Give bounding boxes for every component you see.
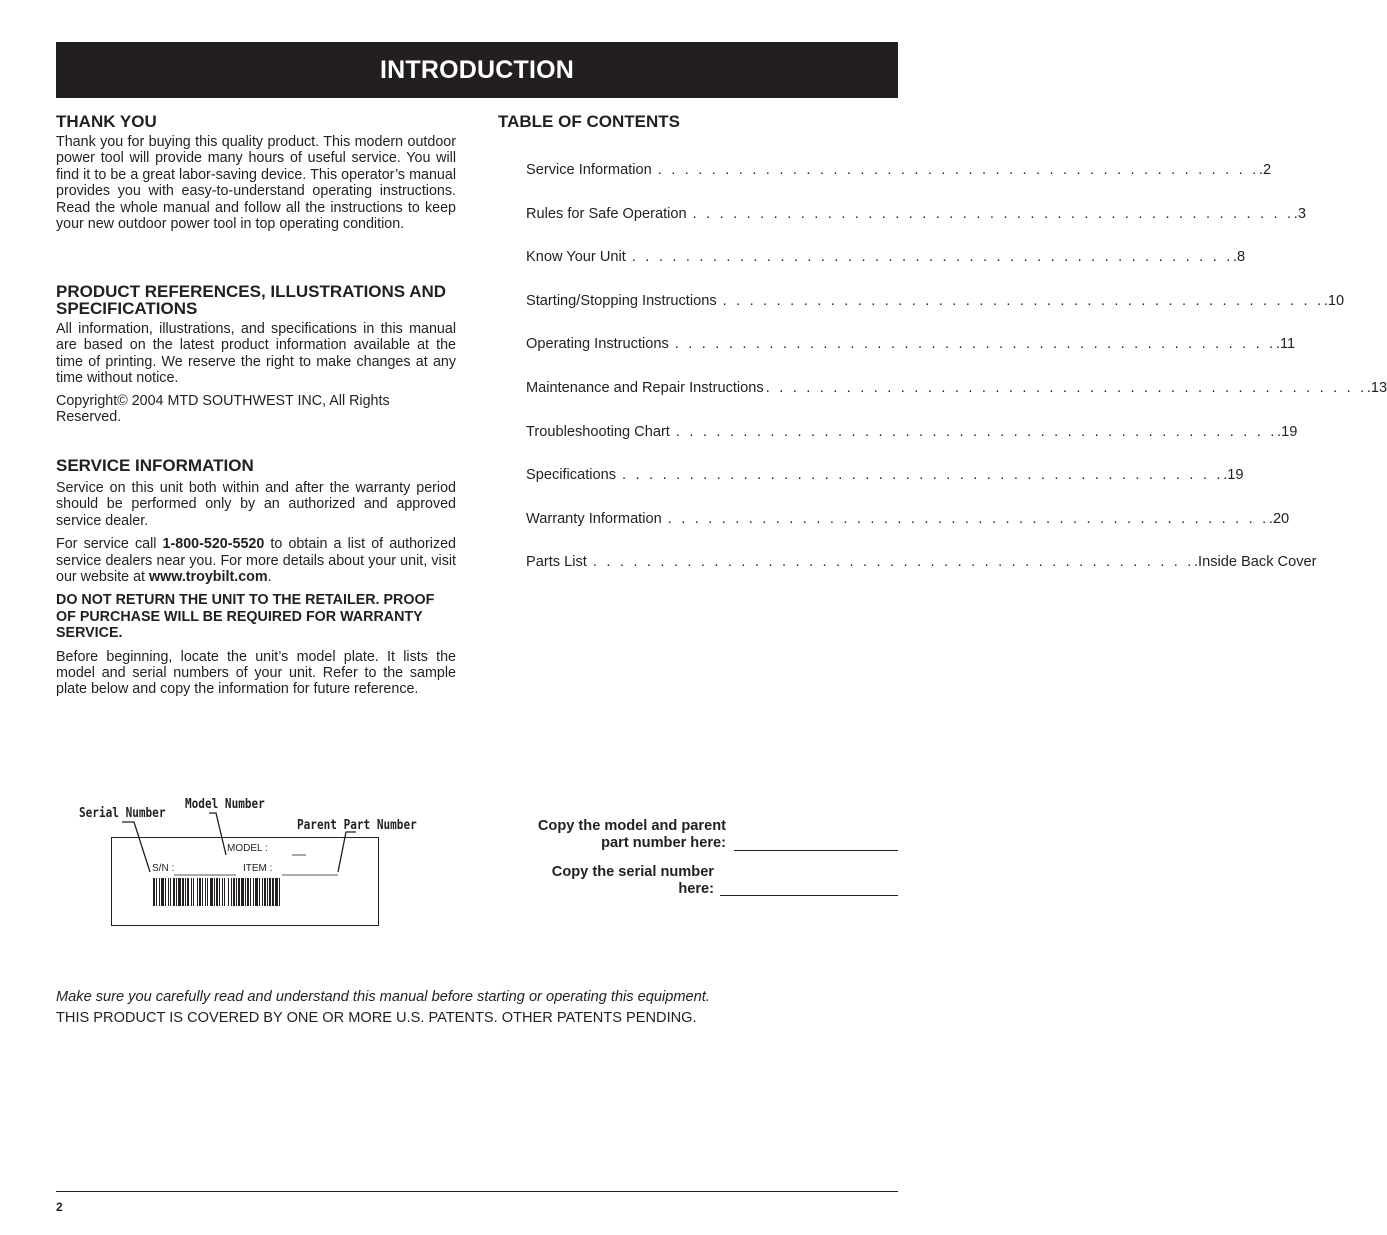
toc-item[interactable] [526, 205, 1306, 249]
barcode-bar [197, 878, 198, 906]
read-manual-note: Make sure you carefully read and understand this manual before starting or operating this equipment. [56, 989, 710, 1005]
barcode-bar [178, 878, 181, 906]
barcode-bar [173, 878, 175, 906]
barcode-bar [205, 878, 206, 906]
toc-item[interactable] [526, 466, 1244, 510]
barcode-bar [272, 878, 274, 906]
barcode-bar [202, 878, 203, 906]
toc-item[interactable] [526, 423, 1298, 467]
barcode-bar [259, 878, 260, 906]
model-number-blank[interactable] [734, 850, 898, 851]
barcode-bar [219, 878, 220, 906]
toc-leader: . . . . . . . . . . . . . . . . . . . . . . . . . . . . . . . . . . . . . . . . . . . . . [667, 510, 1269, 527]
barcode-bar [247, 878, 249, 906]
serial-number-blank[interactable] [720, 895, 898, 896]
barcode-bar [159, 878, 160, 906]
barcode-bar [267, 878, 268, 906]
barcode-bar [170, 878, 171, 906]
barcode-bar [185, 878, 186, 906]
service-phone: 1-800-520-5520 [162, 536, 265, 553]
serial-number-callout: Serial Number [79, 806, 166, 821]
barcode-bar [176, 878, 177, 906]
service-call-text: For service call [56, 536, 163, 553]
model-field-label: MODEL : [227, 843, 268, 854]
toc-item[interactable] [526, 161, 1272, 205]
toc-item[interactable] [526, 379, 1387, 423]
service-information-section [56, 457, 456, 698]
barcode-bar [191, 878, 192, 906]
toc-item[interactable] [526, 553, 1317, 597]
toc-leader: . . . . . . . . . . . . . . . . . . . . . . . . . . . . . . . . . . . . . . . . . . . . . [674, 336, 1276, 353]
toc-leader: . . . . . . . . . . . . . . . . . . . . . . . . . . . . . . . . . . . . . . . . . . . . . [675, 423, 1278, 440]
barcode-bar [156, 878, 157, 906]
model-copy-label [466, 818, 726, 851]
table-of-contents [526, 161, 1387, 597]
toc-item[interactable] [526, 510, 1290, 554]
toc-item-label: Know Your Unit [526, 249, 626, 266]
barcode-bar [238, 878, 240, 906]
barcode [153, 878, 280, 906]
toc-leader: . . . . . . . . . . . . . . . . . . . . . . . . . . . . . . . . . . . . . . . . . . . . . [692, 205, 1294, 222]
barcode-bar [187, 878, 189, 906]
product-references-heading: PRODUCT REFERENCES, ILLUSTRATIONS AND SPECIFICATIONS [56, 282, 447, 318]
toc-item-page: .3 [1293, 205, 1306, 222]
barcode-bar [207, 878, 208, 906]
toc-item-label: Operating Instructions [526, 336, 669, 353]
page-banner [56, 42, 898, 98]
service-paragraph-1: Service on this unit both within and after the warranty period should be performed only by an authorized and approved service dealer. [56, 480, 456, 529]
barcode-bar [216, 878, 218, 906]
toc-item-page: .11 [1275, 336, 1296, 353]
service-dealers-text: to obtain a list of authorized service dealers near you. For more details about your unit, visit our website at [56, 536, 456, 586]
toc-item-label: Maintenance and Repair Instructions [526, 379, 764, 396]
barcode-bar [222, 878, 223, 906]
serial-copy-line2: here: [678, 880, 714, 897]
toc-item-label: Rules for Safe Operation [526, 205, 687, 222]
toc-item-page: .10 [1323, 292, 1345, 309]
barcode-bar [153, 878, 155, 906]
sample-model-plate [76, 795, 426, 935]
toc-item-page: .19 [1277, 423, 1298, 440]
toc-item-label: Specifications [526, 467, 617, 484]
barcode-bar [182, 878, 184, 906]
toc-leader: . . . . . . . . . . . . . . . . . . . . . . . . . . . . . . . . . . . . . . . . . . . . . [765, 379, 1367, 396]
model-number-callout: Model Number [185, 797, 265, 812]
barcode-bar [168, 878, 169, 906]
sn-field-label: S/N : [152, 863, 175, 874]
toc-item-label: Troubleshooting Chart [526, 423, 670, 440]
service-paragraph-2 [56, 536, 456, 585]
barcode-bar [214, 878, 215, 906]
toc-item[interactable] [526, 335, 1296, 379]
barcode-bar [262, 878, 263, 906]
product-references-section [56, 283, 456, 425]
barcode-bar [241, 878, 244, 906]
barcode-bar [264, 878, 266, 906]
toc-item-page: .8 [1232, 249, 1246, 266]
model-copy-line2: part number here: [601, 834, 726, 851]
barcode-bar [236, 878, 237, 906]
toc-leader: . . . . . . . . . . . . . . . . . . . . . . . . . . . . . . . . . . . . . . . . . . . . . [592, 554, 1194, 571]
model-copy-line1: Copy the model and parent [537, 818, 726, 834]
toc-item-page: .2 [1258, 162, 1272, 178]
barcode-bar [255, 878, 258, 906]
parent-part-number-callout: Parent Part Number [297, 818, 417, 833]
toc-leader: . . . . . . . . . . . . . . . . . . . . . . . . . . . . . . . . . . . . . . . . . . . . . [657, 162, 1259, 178]
serial-copy-label [474, 864, 714, 897]
service-information-heading: SERVICE INFORMATION [56, 456, 254, 475]
service-paragraph-3: Before beginning, locate the unit’s model plate. It lists the model and serial numbers of your unit. Refer to the sample plate below and copy the information for future reference. [56, 648, 456, 698]
serial-leader-line [122, 822, 150, 872]
toc-item[interactable] [526, 292, 1345, 336]
thank-you-section [56, 113, 456, 232]
toc-item-page: .20 [1268, 510, 1290, 527]
toc-item-page: .13 [1366, 379, 1387, 396]
barcode-bar [275, 878, 278, 906]
product-references-body: All information, illustrations, and specifications in this manual are based on the latest product information available at the time of printing. We reserve the right to make changes at any time without notice. [56, 321, 456, 387]
page-number: 2 [56, 1200, 63, 1214]
barcode-bar [165, 878, 166, 906]
toc-leader: . . . . . . . . . . . . . . . . . . . . . . . . . . . . . . . . . . . . . . . . . . . . . [722, 292, 1324, 309]
toc-leader: . . . . . . . . . . . . . . . . . . . . . . . . . . . . . . . . . . . . . . . . . . . . . [631, 249, 1233, 266]
toc-item-page: .19 [1223, 467, 1244, 484]
toc-item-label: Starting/Stopping Instructions [526, 292, 717, 309]
website-link[interactable]: www.troybilt.com [148, 569, 268, 586]
barcode-bar [199, 878, 201, 906]
model-leader-line [209, 813, 226, 855]
barcode-bar [253, 878, 254, 906]
toc-item-label: Parts List [526, 554, 587, 571]
barcode-bar [193, 878, 194, 906]
barcode-bar [210, 878, 213, 906]
toc-item-page: .Inside Back Cover [1194, 554, 1317, 571]
toc-item-label: Warranty Information [526, 510, 662, 527]
barcode-bar [228, 878, 229, 906]
barcode-bar [224, 878, 225, 906]
barcode-bar [269, 878, 271, 906]
thank-you-body: Thank you for buying this quality product. This modern outdoor power tool will provide many hours of useful service. You will find it to be a great labor-saving device. This operator’s manual provides you with easy-to-understand operating instructions. Read the whole manual and follow all the instructions to keep your new outdoor power tool in top operating condition. [56, 134, 456, 233]
toc-heading: TABLE OF CONTENTS [498, 112, 680, 131]
copyright-note: Copyright© 2004 MTD SOUTHWEST INC, All Rights Reserved. [56, 392, 390, 426]
item-field-label: ITEM : [243, 863, 273, 874]
patent-note: THIS PRODUCT IS COVERED BY ONE OR MORE U.S. PATENTS. OTHER PATENTS PENDING. [56, 1010, 697, 1026]
bottom-rule [56, 1191, 898, 1192]
barcode-bar [279, 878, 280, 906]
barcode-bar [233, 878, 235, 906]
copy-info-fields [508, 818, 900, 908]
barcode-bar [161, 878, 164, 906]
banner-title: INTRODUCTION [379, 55, 575, 84]
toc-item[interactable] [526, 248, 1246, 292]
toc-item-label: Service Information [526, 162, 652, 178]
serial-copy-line1: Copy the serial number [551, 864, 714, 880]
barcode-bar [231, 878, 232, 906]
period: . [267, 569, 272, 586]
thank-you-heading: THANK YOU [56, 112, 157, 131]
return-warning: DO NOT RETURN THE UNIT TO THE RETAILER. PROOF OF PURCHASE WILL BE REQUIRED FOR WARRANTY SERVICE. [56, 592, 435, 642]
barcode-bar [245, 878, 246, 906]
barcode-bar [250, 878, 251, 906]
toc-leader: . . . . . . . . . . . . . . . . . . . . . . . . . . . . . . . . . . . . . . . . . . . . . [622, 467, 1224, 484]
